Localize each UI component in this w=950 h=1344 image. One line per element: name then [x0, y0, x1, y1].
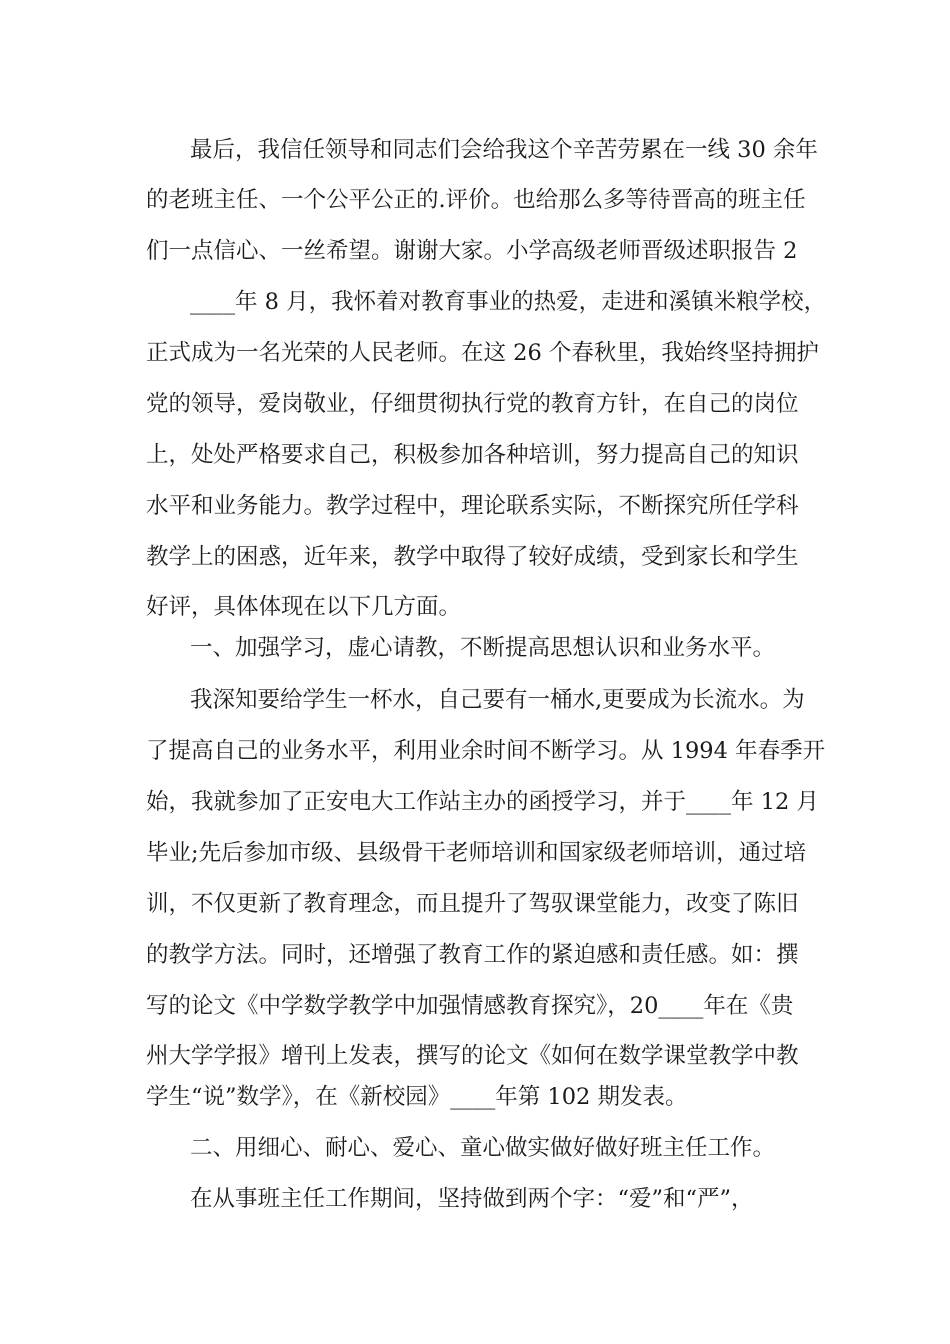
text-line: ____年 8 月，我怀着对教育事业的热爱，走进和溪镇米粮学校，: [190, 289, 827, 315]
text-line: 上，处处严格要求自己，积极参加各种培训，努力提高自己的知识: [146, 442, 799, 468]
text-line: 写的论文《中学数学教学中加强情感教育探究》，20____年在《贵: [146, 993, 794, 1019]
text-line: 最后，我信任领导和同志们会给我这个辛苦劳累在一线 30 余年: [190, 137, 818, 163]
text-line: 教学上的困惑，近年来，教学中取得了较好成绩，受到家长和学生: [146, 544, 799, 570]
text-line: 训，不仅更新了教育理念，而且提升了驾驭课堂能力，改变了陈旧: [146, 891, 799, 917]
text-line: 我深知要给学生一杯水，自己要有一桶水,更要成为长流水。为: [190, 687, 805, 713]
text-line: 州大学学报》增刊上发表，撰写的论文《如何在数学课堂教学中教: [146, 1043, 799, 1069]
text-line: 好评，具体体现在以下几方面。: [146, 594, 462, 620]
text-line: 水平和业务能力。教学过程中，理论联系实际，不断探究所任学科: [146, 493, 799, 519]
text-line: 的老班主任、一个公平公正的.评价。也给那么多等待晋高的班主任: [146, 187, 806, 213]
text-line: 正式成为一名光荣的人民老师。在这 26 个春秋里，我始终坚持拥护: [146, 340, 819, 366]
text-line: 们一点信心、一丝希望。谢谢大家。小学高级老师晋级述职报告 2: [146, 238, 798, 264]
text-line: 学生“说”数学》，在《新校园》____年第 102 期发表。: [146, 1084, 688, 1110]
text-line: 了提高自己的业务水平，利用业余时间不断学习。从 1994 年春季开: [146, 738, 826, 764]
text-line: 毕业;先后参加市级、县级骨干老师培训和国家级老师培训，通过培: [146, 840, 807, 866]
section-heading: 一、加强学习，虚心请教，不断提高思想认识和业务水平。: [190, 635, 776, 661]
text-line: 党的领导，爱岗敬业，仔细贯彻执行党的教育方针，在自己的岗位: [146, 391, 799, 417]
section-heading: 二、用细心、耐心、爱心、童心做实做好做好班主任工作。: [190, 1135, 776, 1161]
text-line: 始，我就参加了正安电大工作站主办的函授学习，并于____年 12 月: [146, 789, 819, 815]
text-line: 的教学方法。同时，还增强了教育工作的紧迫感和责任感。如：撰: [146, 942, 799, 968]
text-line: 在从事班主任工作期间，坚持做到两个字：“爱”和“严”，: [190, 1186, 754, 1212]
